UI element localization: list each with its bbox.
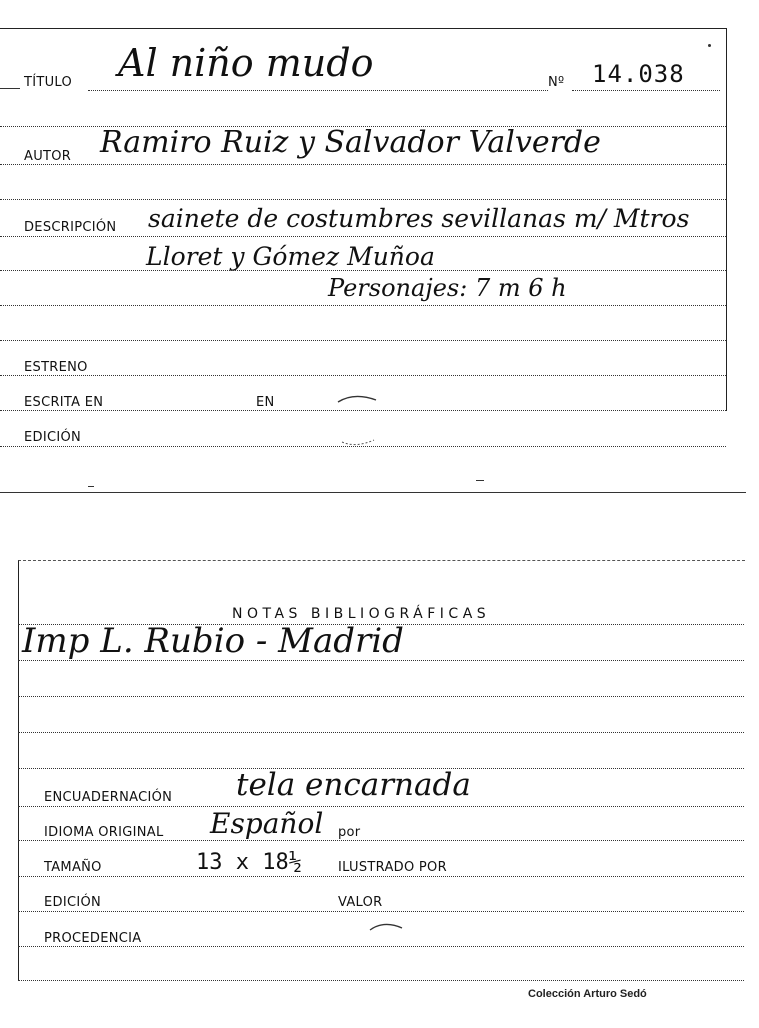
idioma-label: IDIOMA ORIGINAL bbox=[44, 825, 164, 840]
imprenta-value: Imp L. Rubio - Madrid bbox=[22, 621, 404, 661]
descripcion-rule-3 bbox=[0, 305, 726, 306]
procedencia-line bbox=[18, 946, 744, 947]
idioma-line bbox=[18, 840, 744, 841]
autor-value: Ramiro Ruiz y Salvador Valverde bbox=[100, 125, 601, 160]
ilustrado-label: ILUSTRADO POR bbox=[338, 860, 447, 875]
margin-tick bbox=[476, 480, 484, 481]
tamano-label: TAMAÑO bbox=[44, 860, 102, 875]
notas-title: NOTAS BIBLIOGRÁFICAS bbox=[232, 606, 491, 622]
tamano-value: 13 x 18½ bbox=[196, 850, 302, 875]
descripcion-line-1: sainete de costumbres sevillanas m/ Mtros bbox=[148, 204, 690, 233]
edicion-line-bottom bbox=[18, 911, 744, 912]
edicion-label-bottom: EDICIÓN bbox=[44, 895, 102, 910]
smudge-mark bbox=[364, 918, 408, 938]
numero-line bbox=[572, 90, 720, 91]
descripcion-rule-1 bbox=[0, 236, 726, 237]
cards-divider bbox=[0, 492, 746, 493]
blank-line bbox=[0, 199, 726, 200]
smudge-mark bbox=[326, 388, 386, 450]
coleccion-footer: Colección Arturo Sedó bbox=[528, 988, 647, 1000]
escrita-en-label: EN bbox=[256, 395, 275, 410]
margin-tick bbox=[0, 88, 20, 89]
por-label: por bbox=[338, 825, 361, 840]
blank-line bbox=[0, 340, 726, 341]
procedencia-label: PROCEDENCIA bbox=[44, 931, 142, 946]
imprenta-line bbox=[18, 660, 744, 661]
blank-line bbox=[18, 980, 744, 981]
valor-label: VALOR bbox=[338, 895, 383, 910]
estreno-label: ESTRENO bbox=[24, 360, 88, 375]
numero-label: Nº bbox=[548, 75, 565, 90]
descripcion-rule-2 bbox=[0, 270, 726, 271]
descripcion-line-2: Lloret y Gómez Muñoa bbox=[146, 242, 435, 271]
edicion-label-top: EDICIÓN bbox=[24, 430, 82, 445]
titulo-value: Al niño mudo bbox=[118, 41, 374, 85]
tamano-line bbox=[18, 876, 744, 877]
titulo-line bbox=[88, 90, 548, 91]
punch-dot bbox=[708, 44, 711, 47]
blank-line bbox=[18, 696, 744, 697]
margin-tick bbox=[88, 486, 94, 487]
autor-line bbox=[0, 164, 726, 165]
descripcion-line-3: Personajes: 7 m 6 h bbox=[328, 274, 567, 302]
titulo-label: TÍTULO bbox=[24, 75, 73, 90]
idioma-value: Español bbox=[210, 807, 324, 840]
estreno-line bbox=[0, 375, 726, 376]
encuadernacion-label: ENCUADERNACIÓN bbox=[44, 790, 173, 805]
autor-label: AUTOR bbox=[24, 149, 72, 164]
numero-value: 14.038 bbox=[592, 60, 685, 88]
escrita-label: ESCRITA EN bbox=[24, 395, 104, 410]
descripcion-label: DESCRIPCIÓN bbox=[24, 220, 117, 235]
blank-line bbox=[18, 732, 744, 733]
encuadernacion-value: tela encarnada bbox=[236, 767, 471, 803]
encuadernacion-line bbox=[18, 806, 744, 807]
